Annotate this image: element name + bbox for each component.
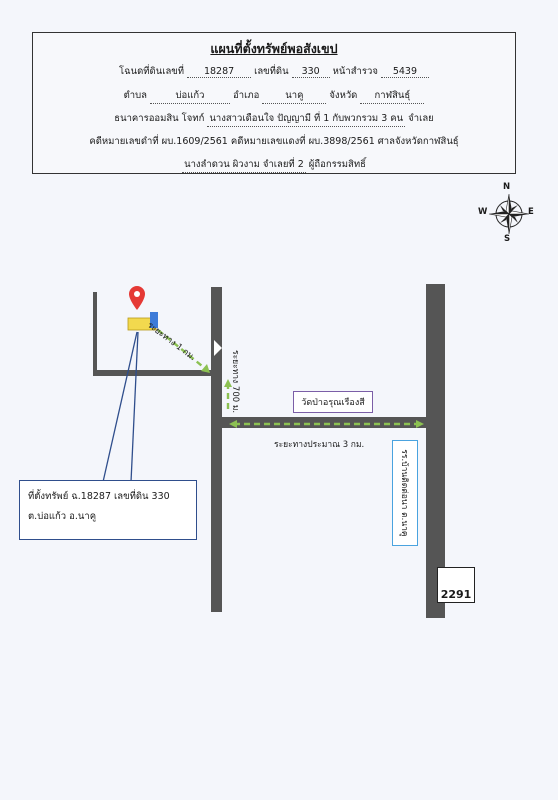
junction-marker xyxy=(214,340,222,356)
asset-line-1: ที่ตั้งทรัพย์ ฉ.18287 เลขที่ดิน 330 xyxy=(28,491,170,502)
asset-location-box xyxy=(19,480,197,540)
case-line: คดีหมายเลขดำที่ ผบ.1609/2561 คดีหมายเลขแดงที่ ผบ.3898/2561 ศาลจังหวัดกาฬสินธุ์ xyxy=(89,136,459,147)
location-line: ตำบล บ่อแก้ว อำเภอ นาคู จังหวัด กาฬสินธุ์ xyxy=(33,88,515,104)
location-pin-icon xyxy=(129,286,145,310)
asset-line-2: ต.บ่อแก้ว อ.นาคู xyxy=(28,511,97,522)
owner-line: นางลำดวน ผิวงาม จำเลยที่ 2 ผู้ถือกรรมสิทธิ์ xyxy=(33,157,515,173)
map-title: แผนที่ตั้งทรัพย์พอสังเขป xyxy=(210,41,338,56)
temple-label-box: วัดป่าอรุณเรืองสี xyxy=(293,391,373,413)
district: นาคู xyxy=(262,88,326,104)
school-label: รร.บ้านติดต่อนา ต.นาคู xyxy=(399,449,409,537)
route-arrow-4 xyxy=(416,420,424,428)
province: กาฬสินธุ์ xyxy=(360,88,424,104)
parties-line: ธนาคารออมสิน โจทก์ นางสาวเดือนใจ ปัญญามี ที่ 1 กับพวกรวม 3 คน จำเลย xyxy=(33,111,515,127)
label-dist-1km: ระยะทาง 1 กม. xyxy=(145,320,198,363)
label-dist-700m: ระยะทาง 700 ม. xyxy=(230,350,240,414)
survey-number: 5439 xyxy=(381,66,429,78)
route-arrow-3 xyxy=(229,420,237,428)
compass-s: S xyxy=(504,234,511,244)
deed-line: โฉนดที่ดินเลขที่ 18287 เลขที่ดิน 330 หน้าสำรวจ 5439 xyxy=(33,64,515,79)
subdistrict: บ่อแก้ว xyxy=(150,88,230,104)
pin-dot xyxy=(134,291,140,297)
route-arrow-1 xyxy=(201,364,210,373)
defendant: นางสาวเดือนใจ ปัญญามี ที่ 1 กับพวกรวม 3 คน xyxy=(207,111,405,127)
highway-number: 2291 xyxy=(440,588,472,601)
owner-name: นางลำดวน ผิวงาม จำเลยที่ 2 xyxy=(182,157,306,173)
land-number: 330 xyxy=(292,66,330,78)
school-label-box xyxy=(392,440,418,546)
compass-w: W xyxy=(478,207,488,217)
highway-shield xyxy=(437,567,475,603)
deed-number: 18287 xyxy=(187,66,251,78)
compass-n: N xyxy=(503,182,511,192)
compass-e: E xyxy=(528,207,534,217)
label-dist-3km: ระยะทางประมาณ 3 กม. xyxy=(274,440,365,450)
